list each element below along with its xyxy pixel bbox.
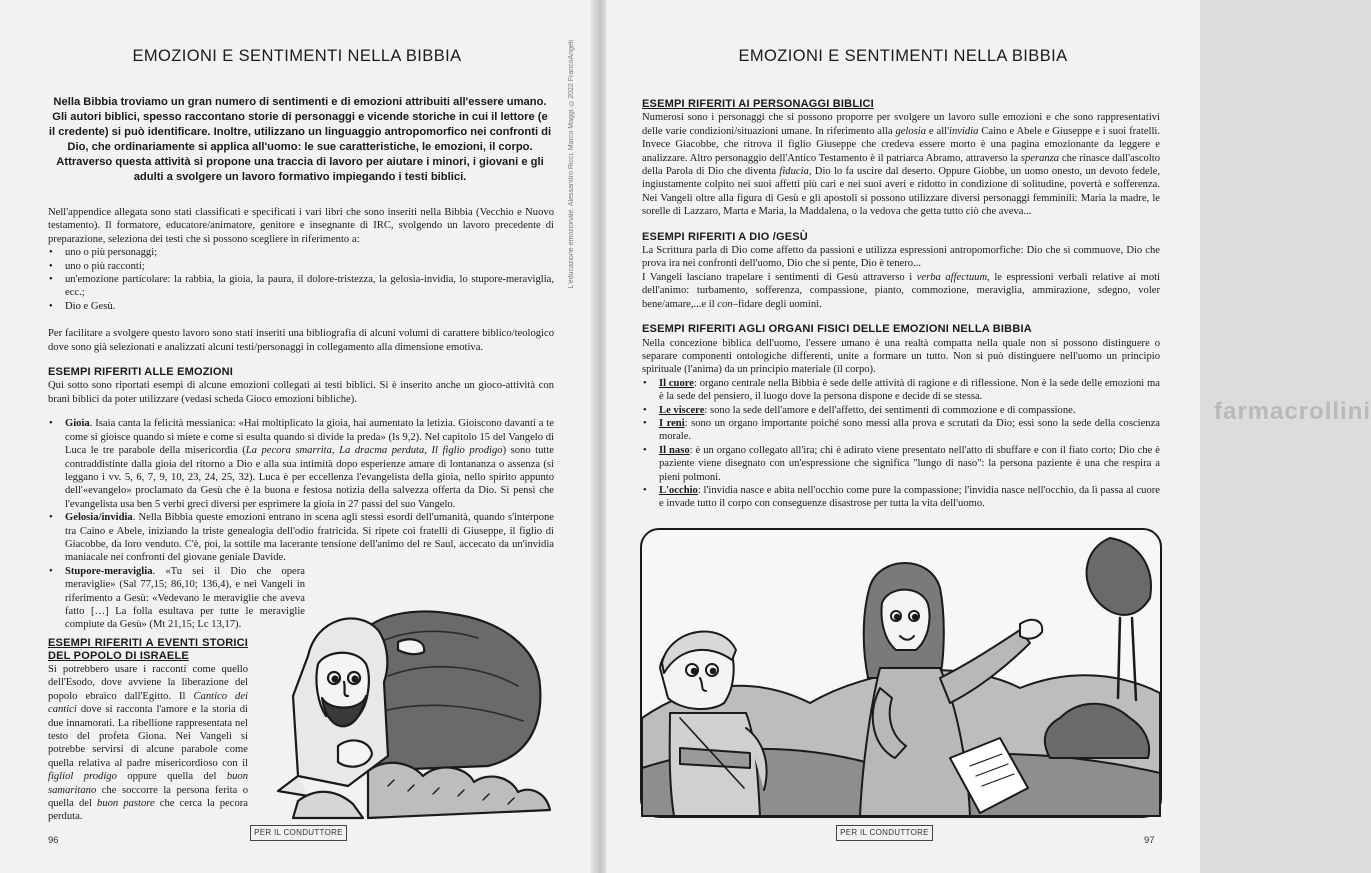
list-item: • Dio e Gesù. xyxy=(65,300,554,313)
heading-organi: ESEMPI RIFERITI AGLI ORGANI FISICI DELLE EMOZIONI NELLA BIBBIA xyxy=(642,323,1032,336)
organs-list xyxy=(642,377,1160,511)
list-item-occhio: • L'occhio: l'invidia nasce e abita nell'occhio come pure la compassione; l'invidia nasce nell'occhio, da lì passa al cuore e invade tutto il corpo con conseguenze disastrose per tutta la vita dell'uomo. xyxy=(659,484,1160,511)
heading-emozioni: ESEMPI RIFERITI ALLE EMOZIONI xyxy=(48,366,234,379)
eventi-paragraph: Si potrebbero usare i racconti come quello dell'Esodo, dove avviene la liberazione del popolo ebraico dall'Egitto. Il Cantico dei cantici dove si racconta l'amore e la storia di due innamorati. La ribellione rappresentata nel testo del profeta Giona. Nei Vangeli si potrebbe servirsi di alcune parabole come quella relativa al padre misericordioso con il figliol prodigo oppure quella del buon samaritano che soccorre la persona ferita o quella del buon pastore che cerca la pecora perduta. xyxy=(48,664,248,823)
eventi-section xyxy=(48,637,248,824)
heading-personaggi: ESEMPI RIFERITI AI PERSONAGGI BIBLICI xyxy=(642,98,874,110)
footer-label-right: PER IL CONDUTTORE xyxy=(836,825,933,841)
list-item-reni: • I reni: sono un organo importante poiché sono messi alla prova e scrutati da Dio; essi sono la sede della coscienza morale. xyxy=(659,417,1160,444)
watermark: farmacrollini xyxy=(1214,398,1371,425)
right-page xyxy=(606,0,1371,873)
man-behind-bush-illustration xyxy=(238,586,558,826)
left-page-title: EMOZIONI E SENTIMENTI NELLA BIBBIA xyxy=(132,47,462,65)
dio-paragraph-1: La Scrittura parla di Dio come affetto da passioni e utilizza espressioni antropomorfiche: Dio che si commuove, Dio che prova ira nei confronti dell'uomo, Dio che si pente, Dio è tenero... xyxy=(642,245,1160,270)
heading-dio: ESEMPI RIFERITI A DIO /GESÙ xyxy=(642,230,808,243)
list-item-cuore: • Il cuore: organo centrale nella Bibbia è sede delle attività di ragione e di riflessione. Non è la sede delle emozioni ma è la sede del pensiero, il luogo dove la persona dispone e decide di se stessa. xyxy=(659,377,1160,404)
appendix-paragraph: Nell'appendice allegata sono stati classificati e specificati i vari libri che sono inseriti nella Bibbia (Vecchio e Nuovo testamento). Il formatore, educatore/animatore, genitore e insegnante di IRC, svolgendo un lavoro precedente di preparazione, seleziona dei testi che si possono scegliere in riferimento a: xyxy=(48,207,554,245)
term-gioia: Gioia xyxy=(65,418,90,430)
reference-list xyxy=(48,246,554,313)
right-page-title: EMOZIONI E SENTIMENTI NELLA BIBBIA xyxy=(738,47,1068,65)
two-figures-illustration xyxy=(640,528,1162,818)
appendix-section xyxy=(48,206,554,632)
page-number-right: 97 xyxy=(1144,835,1155,846)
footer-label-left: PER IL CONDUTTORE xyxy=(250,825,347,841)
heading-eventi: ESEMPI RIFERITI A EVENTI STORICI DEL POPOLO DI ISRAELE xyxy=(48,637,248,662)
right-text-block xyxy=(642,98,1160,511)
left-page xyxy=(0,0,594,873)
spine-credit-left: L'educazione emozionale. Alessandro Ricci, Marco Maggi. ©2022 FrancoAngeli xyxy=(568,40,575,289)
list-item-naso: • Il naso: è un organo collegato all'ira; chi è adirato viene presentato nell'atto di sbuffare e con il fiato corto; Dio che è paziente viene disegnato con un'espressione che significa "lungo di naso": la persona paziente è una che respira a pieni polmoni. xyxy=(659,444,1160,484)
page-number-left: 96 xyxy=(48,835,59,846)
bibliography-paragraph: Per facilitare a svolgere questo lavoro sono stati inseriti una bibliografia di alcuni volumi di carattere biblico/teologico dove sono già selezionati e analizzati alcuni testi/personaggi in collegamento alla dimensione emotiva. xyxy=(48,328,554,353)
intro-paragraph: Nella Bibbia troviamo un gran numero di sentimenti e di emozioni attribuiti all'essere umano. Gli autori biblici, spesso raccontano storie di personaggi e vicende storiche in cui il lettore (e il credente) si può identificare. Inoltre, utilizzano un linguaggio antropomorfico nei confronti di Dio, che ordinariamente si applica all'uomo: le sue caratteristiche, le emozioni, il corpo. Attraverso questa attività si propone una traccia di lavoro per aiutare i minori, i giovani e gli adulti a svolgere un lavoro formativo impiegando i testi biblici. xyxy=(48,96,552,184)
list-item-gioia: • Gioia. Isaia canta la felicità messianica: «Hai moltiplicato la gioia, hai aumentato la letizia. Gioiscono davanti a te come si gioisce quando si miete e come si esulta quando si divide la preda» (Is 9,2). Nel capitolo 15 del Vangelo di Luca le tre parabole della misericordia (La pecora smarrita, La dracma perduta, Il figlio prodigo) sono tutte contraddistinte dalla gioia del ritorno a Dio e alla sua intimità dopo esperienze amare di lontananza o assenza (si leggano i vv. 5, 6, 7, 9, 10, 23, 24, 25, 32). Luca è per eccellenza l'evangelista della gioia, nello spirito appunto dell'«evangelo» proclamato da Gesù che è la buona e festosa notizia della salvezza offerta da Dio. Si pensi che l'evangelista usa ben 5 verbi greci diversi per esprimere la gioia in 27 passi del suo Vangelo. xyxy=(65,417,554,511)
list-item: • uno o più racconti; xyxy=(65,260,554,273)
dio-paragraph-2: I Vangeli lasciano trapelare i sentimenti di Gesù attraverso i verba affectuum, le espressioni verbali relative ai moti dell'animo: turbamento, sofferenza, compassione, pianto, commozione, meraviglia, ammirazione, sdegno, voler bene/amare,...e il con–fidare degli uomini. xyxy=(642,271,1161,310)
personaggi-paragraph: Numerosi sono i personaggi che si possono proporre per svolgere un lavoro sulle emozioni e che sono rappresentativi delle varie condizioni/situazioni umane. In riferimento alla gelosia e all'invidia Caino e Abele e Giuseppe e i suoi fratelli. Invece Giacobbe, che ritrova il figlio Giuseppe che credeva essere morto è una pagina emozionante da leggere e analizzare. Altro personaggio dell'Antico Testamento è il patriarca Abramo, attraverso la speranza che rinasce dall'ascolto della Parola di Dio che diventa fiducia, Dio lo fa uscire dal deserto. Oppure Giobbe, un uomo onesto, un devoto fedele, ingiustamente colpito nei suoi affetti più cari e nei suoi averi e ridotto in condizione di solitudine, povertà e sofferenza. Nei Vangeli oltre alla figura di Gesù e gli apostoli si possono utilizzare diversi personaggi femminili: Maria la madre, le sorelle di Lazzaro, Marta e Maria, la Maddalena, o la vedova che getta tutto ciò che aveva... xyxy=(642,112,1161,218)
list-item-viscere: • Le viscere: sono la sede dell'amore e dell'affetto, dei sentimenti di commozione e di compassione. xyxy=(659,404,1160,417)
organi-intro: Nella concezione biblica dell'uomo, l'essere umano è una realtà compatta nella quale non si possono distinguere o separare componenti ontologiche differenti, unite a formare un tutto. Non si può distinguere nell'uomo un principio spirituale (l'anima) da un principio materiale (il corpo). xyxy=(642,337,1160,376)
list-item: • un'emozione particolare: la rabbia, la gioia, la paura, il dolore-tristezza, la gelosia-invidia, lo stupore-meraviglia, ecc.; xyxy=(65,273,554,300)
term-gelosia: Gelosia/invidia xyxy=(65,512,133,524)
term-stupore: Stupore-meraviglia xyxy=(65,565,153,577)
list-item-stupore: • Stupore-meraviglia. «Tu sei il Dio che opera meraviglie» (Sal 77,15; 86,10; 136,4), e nei Vangeli in riferimento a Gesù: «Vedevano le meraviglie che aveva fatto […] La folla esultava per tutte le meraviglie compiute da Gesù» (Mt 21,15; Lc 13,17). xyxy=(65,565,305,632)
emozioni-intro: Qui sotto sono riportati esempi di alcune emozioni collegati ai testi biblici. Si è inserito anche un gioco-attività con brani biblici da poter utilizzare (vedasi scheda Gioco emozioni bibliche). xyxy=(48,380,554,405)
list-item: • uno o più personaggi; xyxy=(65,246,554,259)
list-item-gelosia: • Gelosia/invidia. Nella Bibbia queste emozioni entrano in scena agli stessi esordi dell'umanità, quando s'interpone tra Caino e Abele, iniziando la triste genealogia dell'odio fratricida. Si ripete coi fratelli di Giuseppe, il figlio di Giacobbe, da loro venduto. C'è, poi, la sottile ma lacerante tensione dell'animo del re Saul, accecato da un'invidia maniacale nei confronti del giovane geniale Davide. xyxy=(65,511,554,565)
